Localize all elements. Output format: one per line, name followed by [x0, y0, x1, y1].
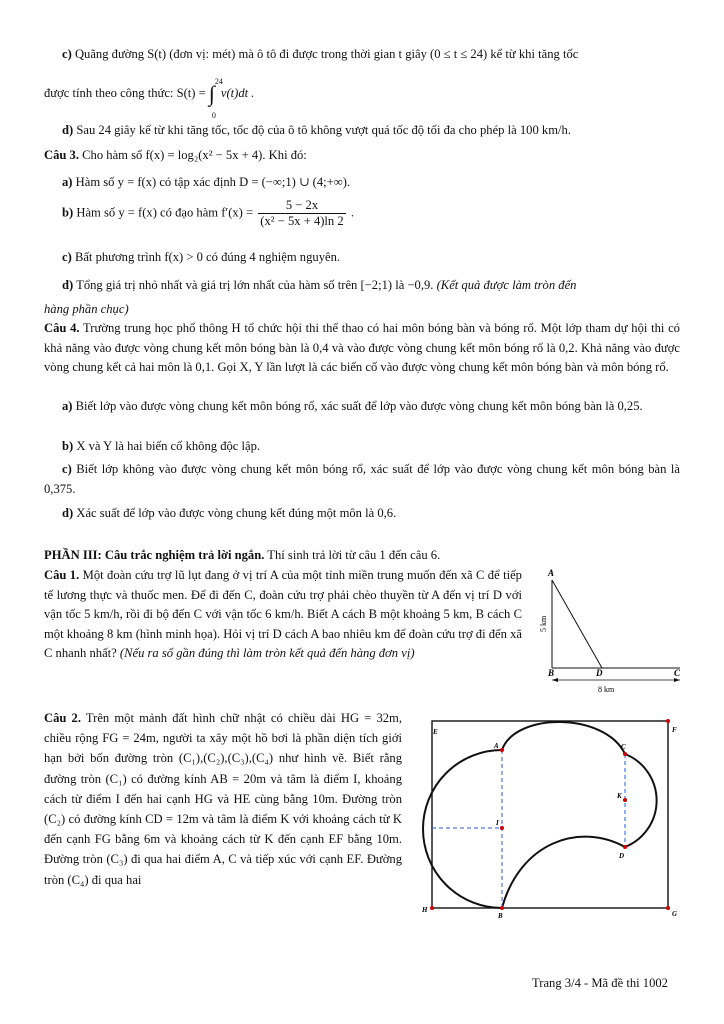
part3-heading: PHẦN III: Câu trắc nghiệm trả lời ngắn. Thí sinh trả lời từ câu 1 đến câu 6.	[44, 548, 441, 562]
q2-c-line2: được tính theo công thức: S(t) = ∫ 24 0 v(t)dt .	[44, 77, 255, 120]
q3-c: c) Bất phương trình f(x) > 0 có đúng 4 nghiệm nguyên.	[62, 250, 341, 264]
q3-b: b) Hàm số y = f(x) có đạo hàm f′(x) = $\frac{5 - 2x}{\text{(x² − 5x + 4)ln 2}}$ .	[62, 198, 354, 228]
q1-figure	[534, 560, 700, 704]
page-footer: Trang 3/4 - Mã đề thi 1002	[532, 976, 668, 990]
q4-d: d) Xác suất để lớp vào được vòng chung kết đúng một môn là 0,6.	[62, 506, 397, 520]
q3-a: a) Hàm số y = f(x) có tập xác định D = (−∞;1) ∪ (4;+∞).	[62, 175, 351, 189]
q2-label-D: D	[619, 852, 625, 860]
q4-stem: Câu 4. Trường trung học phổ thông H tổ chức hội thi thể thao có hai môn bóng bàn và bóng rổ. Một lớp tham dự hội thi có khả năng vào được vòng chung kết môn bóng bàn là 0,4 và vào được vòng chung kết môn bóng rổ là 0,2. Khả năng vào được vòng chung kết cả hai môn là 0,1. Gọi X, Y lần lượt là các biến cố vào được vòng chung kết môn bóng bàn và môn bóng rổ.	[44, 321, 680, 374]
derivative-fraction: $\frac{5 - 2x}{\text{(x² − 5x + 4)ln 2}}$	[260, 198, 344, 228]
q3-stem: Câu 3. Cho hàm số f(x) = log₂(x² − 5x + 4). Khi đó:	[44, 148, 307, 162]
q2-d: d) Sau 24 giây kể từ khi tăng tốc, tốc độ của ô tô không vượt quá tốc độ tối đa cho phép là 100 km/h.	[62, 123, 571, 137]
q2-label-H: H	[422, 906, 428, 914]
q1-label-D: D	[596, 668, 603, 678]
q2-label-E: E	[433, 728, 438, 736]
q4-b: b) X và Y là hai biến cố không độc lập.	[62, 439, 261, 453]
q2-label-C: C	[621, 743, 626, 751]
integral-sign: ∫ 24 0	[208, 77, 223, 120]
q1-label-B: B	[548, 668, 555, 678]
q3-d-note: hàng phần chục)	[44, 302, 129, 316]
q1-label-A: A	[548, 568, 555, 578]
q2-label-A: A	[494, 742, 499, 750]
q2-label-G: G	[672, 910, 678, 918]
q4-c: c) Biết lớp không vào được vòng chung kết môn bóng rổ, xác suất để lớp vào được vòng chung kết môn bóng bàn là 0,375.	[44, 462, 680, 496]
q1-label-ab: 5 km	[539, 615, 548, 632]
q2-c-line1: c) Quãng đường S(t) (đơn vị: mét) mà ô tô đi được trong thời gian t giây (0 ≤ t ≤ 24) kể từ khi tăng tốc	[62, 47, 579, 61]
q3-d: d) Tổng giá trị nhỏ nhất và giá trị lớn nhất của hàm số trên [−2;1) là −0,9. (Kết quả được làm tròn đến	[62, 278, 577, 292]
q1-label-C: C	[674, 668, 681, 678]
q2-label-K: K	[617, 792, 622, 800]
q4-a: a) Biết lớp vào được vòng chung kết môn bóng rổ, xác suất để lớp vào được vòng chung kết môn bóng bàn là 0,25.	[62, 399, 643, 413]
p3q2-text: Câu 2. Trên một mảnh đất hình chữ nhật có chiều dài HG = 32m, chiều rộng FG = 24m, người ta xây một hồ bơi là phần diện tích giới hạn bởi bốn đường tròn (C₁),(C₂),(C₃),(C₄) như hình vẽ. Biết rằng đường tròn (C₁) có đường kính AB = 20m và tâm là điểm I, khoảng cách từ điểm I đến hai cạnh HG và HE cùng bằng 10m. Đường tròn (C₂) có đường kính CD = 12m và tâm là điểm K với khoảng cách từ K đến cạnh FG bằng 6m và khoảng cách từ K đến cạnh EF bằng 10m. Đường tròn (C₃) đi qua hai điểm A, C và tiếp xúc với cạnh EF. Đường tròn (C₄) đi qua hai	[44, 711, 402, 887]
q2-label-F: F	[672, 726, 677, 734]
p3q1-text: Câu 1. Một đoàn cứu trợ lũ lụt đang ở vị trí A của một tỉnh miền trung muốn đến xã C để tiếp tế lương thực và thuốc men. Để đi đến C, đoàn cứu trợ phải chèo thuyền từ A đến vị trí D với vận tốc 5 km/h, rồi đi bộ đến C với vận tốc 6 km/h. Biết A cách B một khoảng 5 km, B cách C một khoảng 8 km (hình minh họa). Hỏi vị trí D cách A bao nhiêu km để đoàn cứu trợ đi đến xã C nhanh nhất? (Nếu ra số gần đúng thì làm tròn kết quả đến hàng đơn vị)	[44, 568, 522, 660]
q2-figure	[420, 712, 684, 924]
q2-label-I: I	[496, 819, 499, 827]
q1-label-bc: 8 km	[598, 685, 615, 694]
q2-label-B: B	[498, 912, 503, 920]
